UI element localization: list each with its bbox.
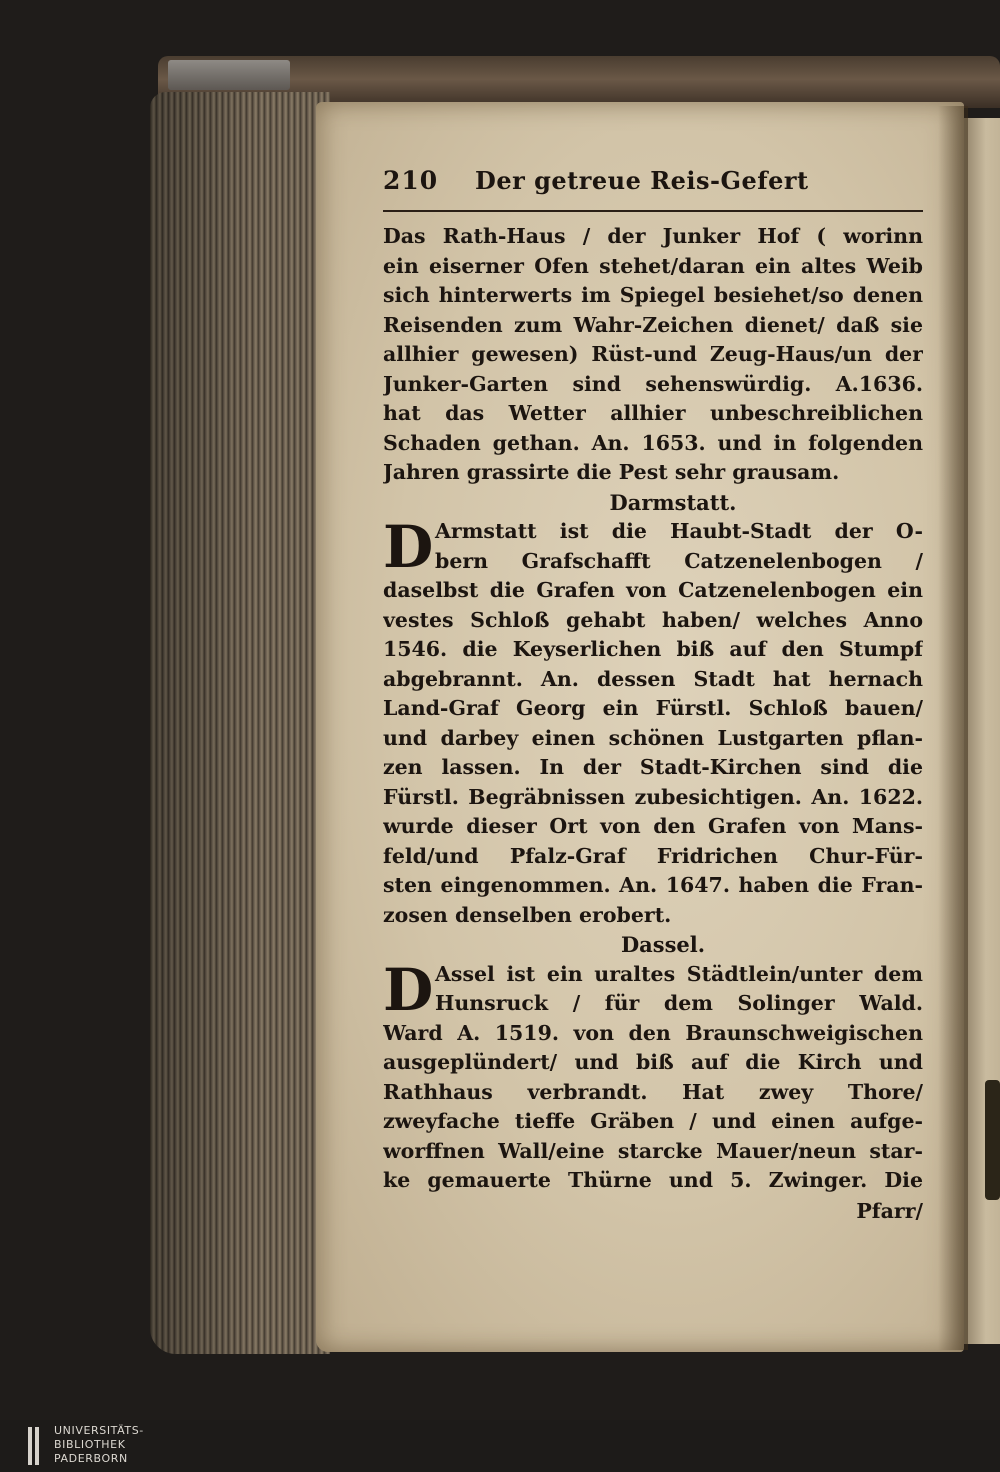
paragraph-darmstatt bbox=[383, 513, 923, 930]
text-line: sten eingenommen. An. 1647. haben die Fran- bbox=[383, 873, 923, 897]
text-line: wurde dieser Ort von den Grafen von Mans- bbox=[383, 814, 923, 838]
logo-line: PADERBORN bbox=[54, 1452, 128, 1465]
text-line: zweyfache tieffe Gräben / und einen aufge- bbox=[383, 1109, 923, 1133]
header-rule bbox=[383, 210, 923, 212]
page-header bbox=[383, 166, 923, 206]
drop-cap: D bbox=[383, 513, 434, 581]
footer-bar bbox=[0, 1420, 1000, 1472]
text-line: ein eiserner Ofen stehet/daran ein altes Weib bbox=[383, 253, 923, 278]
text-line: zen lassen. In der Stadt-Kirchen sind die bbox=[383, 755, 923, 779]
text-line: bern Grafschafft Catzenelenbogen / bbox=[435, 548, 923, 573]
logo-line: UNIVERSITÄTS- bbox=[54, 1424, 144, 1437]
running-title: Der getreue Reis-Gefert bbox=[475, 166, 809, 195]
catchword: Pfarr/ bbox=[856, 1198, 923, 1223]
text-line: Das Rath-Haus / der Junker Hof ( worinn bbox=[383, 224, 923, 248]
text-line: Reisenden zum Wahr-Zeichen dienet/ daß sie bbox=[383, 312, 923, 337]
library-logo-icon bbox=[28, 1427, 46, 1465]
library-logo-text bbox=[54, 1424, 144, 1466]
text-line: Fürstl. Begräbnissen zubesichtigen. An. 1622. bbox=[383, 784, 923, 809]
page-edges-shade bbox=[150, 92, 330, 1354]
text-line: feld/und Pfalz-Graf Fridrichen Chur-Für- bbox=[383, 843, 923, 868]
page-number: 210 bbox=[383, 166, 439, 195]
text-line: Ward A. 1519. von den Braunschweigischen bbox=[383, 1020, 923, 1045]
facing-page-mark bbox=[985, 1080, 1000, 1200]
text-line: vestes Schloß gehabt haben/ welches Anno bbox=[383, 607, 923, 632]
text-line: Hunsruck / für dem Solinger Wald. bbox=[435, 991, 923, 1015]
text-line: und darbey einen schönen Lustgarten pflan- bbox=[383, 725, 923, 750]
text-line: ke gemauerte Thürne und 5. Zwinger. Die bbox=[383, 1168, 923, 1192]
text-line: hat das Wetter allhier unbeschreiblichen bbox=[383, 401, 923, 425]
text-line: allhier gewesen) Rüst-und Zeug-Haus/un der bbox=[383, 342, 923, 366]
text-line: abgebrannt. An. dessen Stadt hat hernach bbox=[383, 666, 923, 691]
text-line: Schaden gethan. An. 1653. und in folgenden bbox=[383, 430, 923, 455]
paragraph-intro bbox=[383, 222, 923, 488]
text-line: sich hinterwerts im Spiegel besiehet/so denen bbox=[383, 283, 923, 307]
text-line: worffnen Wall/eine starcke Mauer/neun star- bbox=[383, 1138, 923, 1163]
text-line: Armstatt ist die Haubt-Stadt der O- bbox=[435, 519, 923, 543]
text-line: ausgeplündert/ und biß auf die Kirch und bbox=[383, 1050, 923, 1074]
book-clasp bbox=[168, 60, 290, 90]
logo-line: BIBLIOTHEK bbox=[54, 1438, 126, 1451]
text-line: Rathhaus verbrandt. Hat zwey Thore/ bbox=[383, 1079, 923, 1104]
text-line: Junker-Garten sind sehenswürdig. A.1636. bbox=[383, 371, 923, 396]
page-gutter bbox=[938, 106, 968, 1350]
text-line: 1546. die Keyserlichen biß auf den Stumpf bbox=[383, 637, 923, 661]
page-text bbox=[383, 166, 923, 1226]
text-line: zosen denselben erobert. bbox=[383, 902, 672, 927]
section-heading-dassel: Dassel. bbox=[620, 932, 706, 957]
paragraph-dassel bbox=[383, 955, 923, 1196]
drop-cap: D bbox=[383, 955, 434, 1024]
section-heading-darmstatt: Darmstatt. bbox=[609, 489, 737, 515]
text-line: Land-Graf Georg ein Fürstl. Schloß bauen/ bbox=[383, 696, 923, 720]
text-line: Jahren grassirte die Pest sehr grausam. bbox=[383, 460, 840, 484]
text-line: Assel ist ein uraltes Städtlein/unter dem bbox=[435, 961, 923, 986]
text-line: daselbst die Grafen von Catzenelenbogen ein bbox=[383, 578, 923, 602]
